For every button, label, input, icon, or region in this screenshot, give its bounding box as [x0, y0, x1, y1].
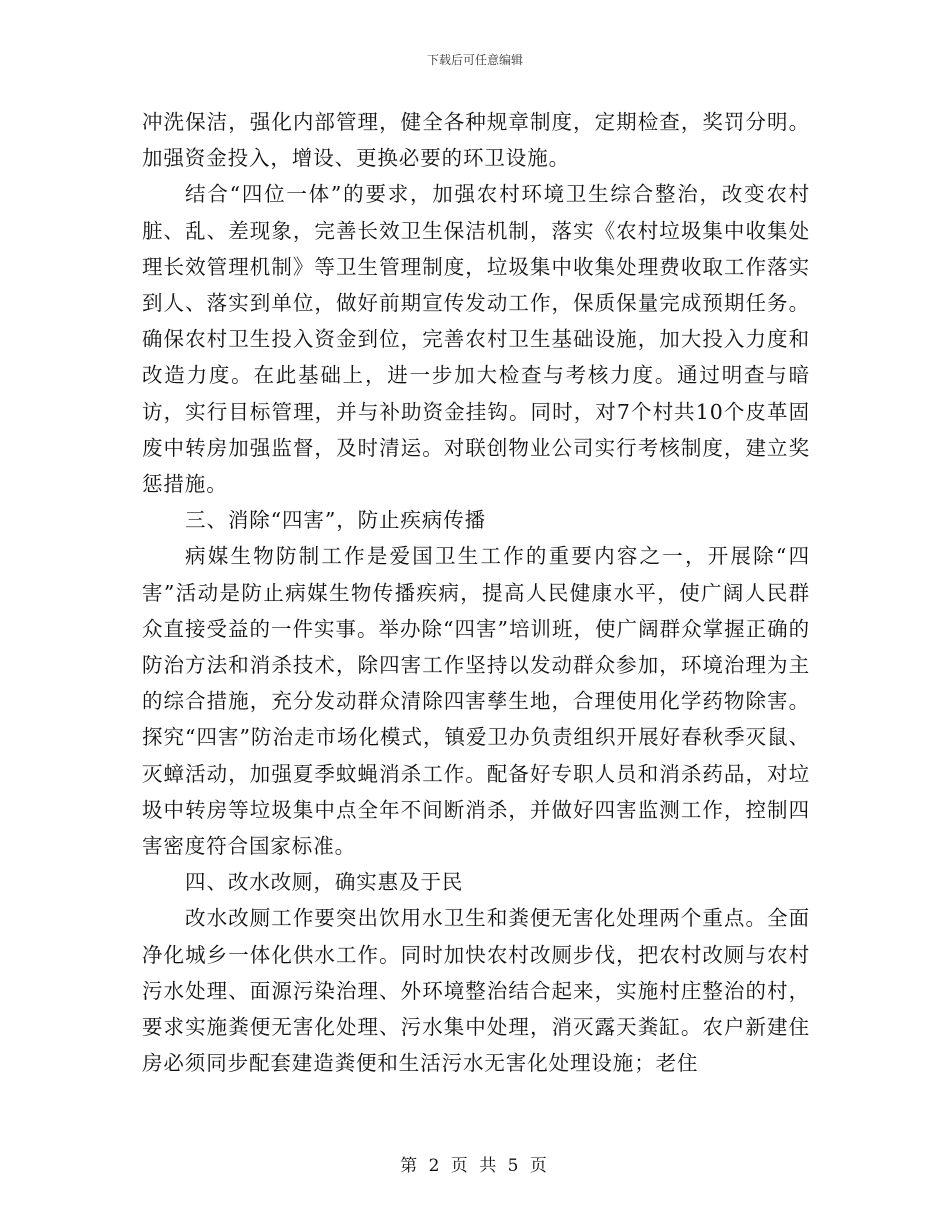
paragraph-pest-control: 病媒生物防制工作是爱国卫生工作的重要内容之一，开展除“四害”活动是防止病媒生物传播疾病，提高人民健康水平，使广阔人民群众直接受益的一件实事。举办除“四害”培训班，使广阔群众掌握正确的防治方法和消杀技术，除四害工作坚持以发动群众参加，环境治理为主的综合措施，充分发动群众清除四害孳生地，合理使用化学药物除害。探究“四害”防治走市场化模式，镇爱卫办负责组织开展好春秋季灭鼠、灭蟑活动，加强夏季蚊蝇消杀工作。配备好专职人员和消杀药品，对垃圾中转房等垃圾集中点全年不间断消杀，并做好四害监测工作，控制四害密度符合国家标准。	[142, 544, 810, 859]
page-number-footer: 第 2 页 共 5 页	[400, 1156, 550, 1176]
paragraph-rural-sanitation: 结合“四位一体”的要求，加强农村环境卫生综合整治，改变农村脏、乱、差现象，完善长效卫生保洁机制，落实《农村垃圾集中收集处理长效管理机制》等卫生管理制度，垃圾集中收集处理费收取工作落实到人、落实到单位，做好前期宣传发动工作，保质保量完成预期任务。确保农村卫生投入资金到位，完善农村卫生基础设施，加大投入力度和改造力度。在此基础上，进一步加大检查与考核力度。通过明查与暗访，实行目标管理，并与补助资金挂钩。同时，对7个村共10个皮革固废中转房加强监督，及时清运。对联创物业公司实行考核制度，建立奖惩措施。	[142, 182, 810, 497]
section-heading-pest-control: 三、消除“四害”，防止疾病传播	[185, 508, 487, 533]
page-header-note: 下载后可任意编辑	[426, 53, 523, 67]
document-body	[142, 104, 810, 1081]
section-heading-water-toilet: 四、改水改厕，确实惠及于民	[185, 870, 464, 895]
paragraph-water-toilet: 改水改厕工作要突出饮用水卫生和粪便无害化处理两个重点。全面净化城乡一体化供水工作。同时加快农村改厕步伐，把农村改厕与农村污水处理、面源污染治理、外环境整治结合起来，实施村庄整治的村，要求实施粪便无害化处理、污水集中处理，消灭露天粪缸。农户新建住房必须同步配套建造粪便和生活污水无害化处理设施；老住	[142, 906, 810, 1076]
paragraph-continuation: 冲洗保洁，强化内部管理，健全各种规章制度，定期检查，奖罚分明。加强资金投入，增设、更换必要的环卫设施。	[142, 110, 810, 171]
